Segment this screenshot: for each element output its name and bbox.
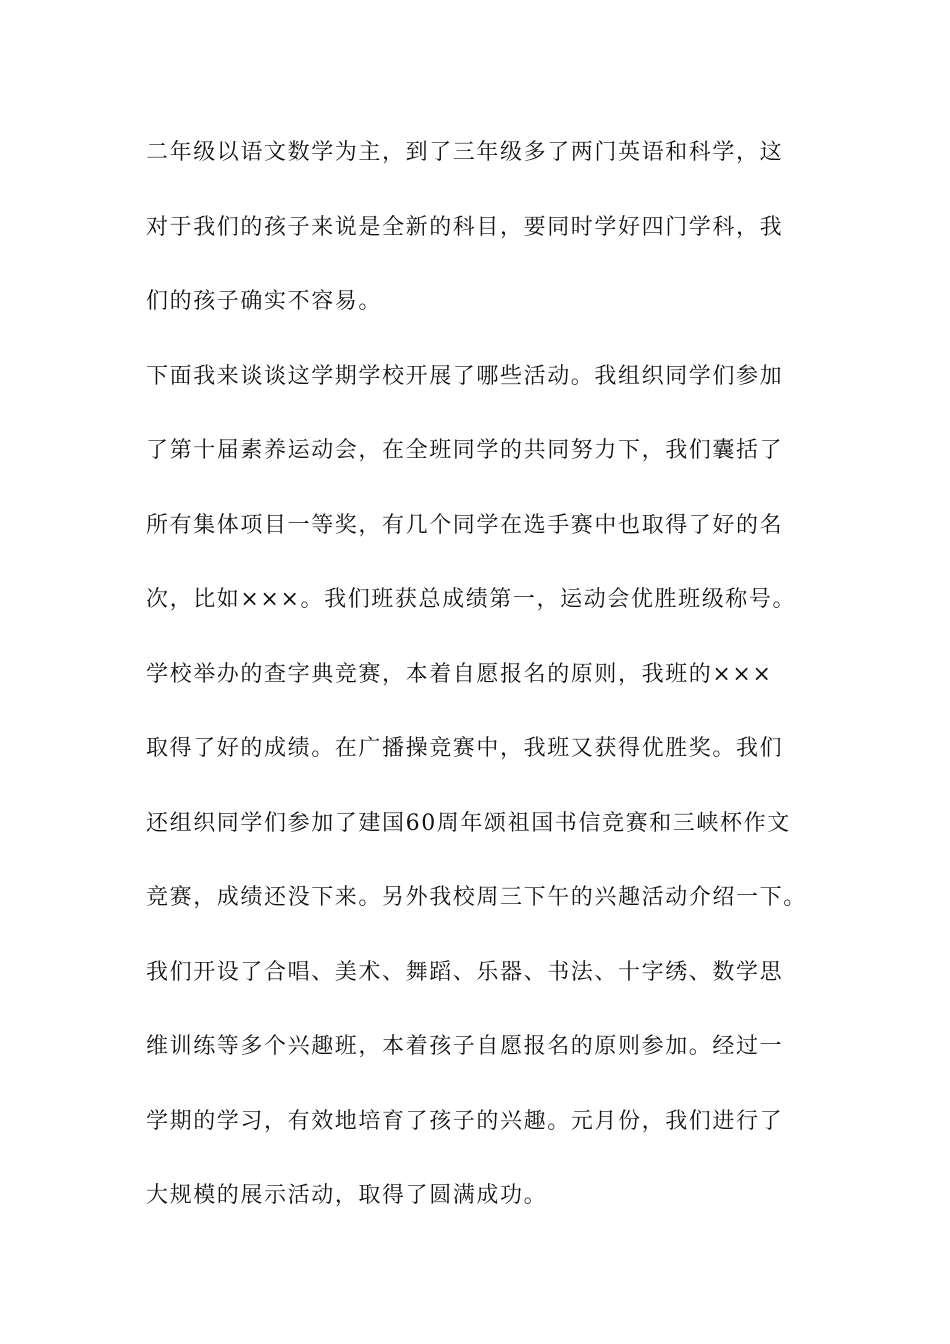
text-line: 下面我来谈谈这学期学校开展了哪些活动。我组织同学们参加 [146, 363, 784, 389]
text-line: 对于我们的孩子来说是全新的科目，要同时学好四门学科，我 [146, 214, 784, 240]
text-line: 学校举办的查字典竞赛，本着自愿报名的原则，我班的××× [146, 661, 773, 687]
text-line: 学期的学习，有效地培育了孩子的兴趣。元月份，我们进行了 [146, 1108, 784, 1134]
text-line: 了第十届素养运动会，在全班同学的共同努力下，我们囊括了 [146, 438, 784, 463]
text-line: 二年级以语文数学为主，到了三年级多了两门英语和科学，这 [146, 140, 784, 165]
text-line: 取得了好的成绩。在广播操竞赛中，我班又获得优胜奖。我们 [146, 736, 784, 761]
text-line: 维训练等多个兴趣班，本着孩子自愿报名的原则参加。经过一 [146, 1034, 784, 1059]
text-line: 所有集体项目一等奖，有几个同学在选手赛中也取得了好的名 [146, 512, 784, 538]
text-line: 次，比如×××。我们班获总成绩第一，运动会优胜班级称号。 [146, 587, 797, 612]
text-line: 我们开设了合唱、美术、舞蹈、乐器、书法、十字绣、数学思 [146, 959, 784, 985]
text-line: 还组织同学们参加了建国60周年颂祖国书信竞赛和三峡杯作文 [146, 810, 791, 836]
text-line: 竞赛，成绩还没下来。另外我校周三下午的兴趣活动介绍一下。 [146, 885, 807, 910]
body-text [146, 134, 826, 1252]
text-line: 大规模的展示活动，取得了圆满成功。 [146, 1183, 548, 1208]
text-line: 们的孩子确实不容易。 [146, 289, 383, 314]
